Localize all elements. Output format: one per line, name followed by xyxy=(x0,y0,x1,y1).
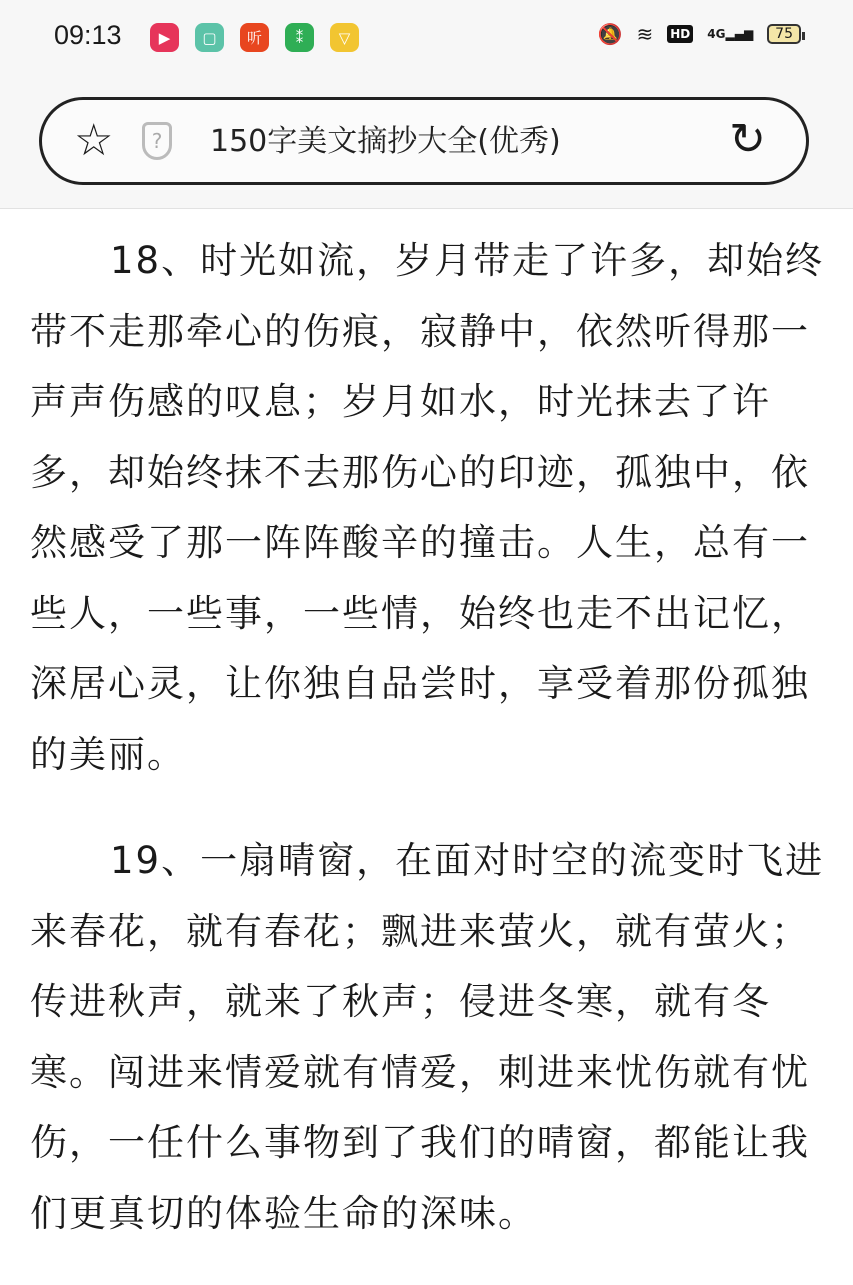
bookmark-star-icon[interactable]: ☆ xyxy=(74,115,114,166)
mute-bell-icon: 🔕 xyxy=(597,22,623,46)
status-time: 09:13 xyxy=(54,20,122,50)
listen-app-icon: 听 xyxy=(240,23,269,52)
wifi-icon: ≋ xyxy=(636,22,654,46)
address-bar[interactable] xyxy=(39,97,809,185)
text-line: 伤，一任什么事物到了我们的晴窗，都能让我 xyxy=(30,1121,810,1164)
text-line: 深居心灵，让你独自品尝时，享受着那份孤独 xyxy=(30,662,810,705)
page-title[interactable]: 150字美文摘抄大全(优秀) xyxy=(210,124,561,159)
text-line: 19、一扇晴窗，在面对时空的流变时飞进 xyxy=(110,839,825,882)
battery-level: 75 xyxy=(775,26,793,42)
text-line: 多，却始终抹不去那伤心的印迹，孤独中，依 xyxy=(30,450,810,494)
text-line: 传进秋声，就来了秋声；侵进冬寒，就有冬 xyxy=(30,980,771,1023)
text-line: 些人，一些事，一些情，始终也走不出记忆， xyxy=(30,591,810,635)
text-line: 们更真切的体验生命的深味。 xyxy=(30,1191,537,1235)
reload-icon[interactable]: ↻ xyxy=(729,114,766,165)
text-line: 寒。闯进来情爱就有情爱，刺进来忧伤就有忧 xyxy=(30,1050,810,1094)
text-line: 然感受了那一阵阵酸辛的撞击。人生，总有一 xyxy=(30,521,810,564)
yellow-app-icon: ▽ xyxy=(330,23,359,52)
security-shield-icon[interactable]: ? xyxy=(142,122,172,160)
hd-icon: HD xyxy=(667,25,693,43)
paragraph xyxy=(30,826,830,1249)
green-store-app-icon: ⁑ xyxy=(285,23,314,52)
signal-icon: 4G▂▄▆ xyxy=(707,27,754,41)
video-app-icon: ▶ xyxy=(150,23,179,52)
text-line: 带不走那牵心的伤痕，寂静中，依然听得那一 xyxy=(30,309,810,353)
network-type: 4G xyxy=(707,27,726,41)
text-line: 声声伤感的叹息；岁月如水，时光抹去了许 xyxy=(30,380,771,423)
article-content xyxy=(30,226,830,1285)
text-line: 18、时光如流，岁月带走了许多，却始终 xyxy=(110,239,825,282)
text-line: 来春花，就有春花；飘进来萤火，就有萤火； xyxy=(30,909,810,953)
paragraph xyxy=(30,226,830,790)
browser-header xyxy=(0,0,853,209)
battery-icon xyxy=(767,24,801,44)
text-line: 的美丽。 xyxy=(30,732,186,776)
green-app-icon: ▢ xyxy=(195,23,224,52)
status-bar xyxy=(0,18,853,58)
